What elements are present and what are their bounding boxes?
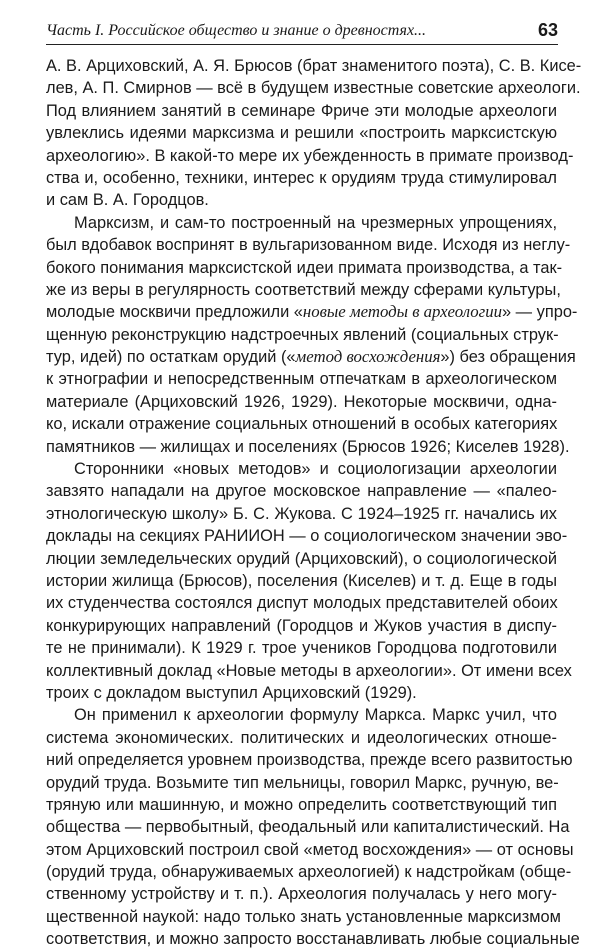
text-line: [46, 794, 557, 816]
text-segment: увлеклись идеями марксизма и решили «построить марксистскую: [46, 124, 557, 143]
text-segment: Под влиянием занятий в семинаре Фриче эти молодые археологи: [46, 101, 557, 120]
text-segment: Сторонники «новых методов» и социологизации археологии: [74, 460, 557, 479]
text-segment: тряную или машинную, и можно определить соответствующий тип: [46, 795, 557, 814]
text-line: [46, 436, 570, 458]
text-segment: соответствия, и можно запросто восстанавливать любые социальные: [46, 930, 580, 949]
text-segment: конкурирующих направлений (Городцов и Жуков участия в диспу-: [46, 616, 557, 635]
running-title: Часть I. Российское общество и знание о древностях...: [46, 22, 427, 39]
running-header: [46, 20, 558, 45]
paragraph: [46, 212, 578, 458]
text-line: [46, 391, 557, 413]
text-line: [46, 615, 557, 637]
text-segment: ко, искали отражение социальных отношений в особых категориях: [46, 415, 558, 434]
text-segment: орудий труда. Возьмите тип мельницы, говорил Маркс, ручную, ве-: [46, 773, 559, 792]
text-line: [46, 145, 574, 167]
text-line: [46, 458, 557, 480]
text-line: [46, 413, 557, 435]
text-line: [46, 928, 580, 950]
text-line: [46, 122, 557, 144]
text-segment: система экономических. политических и идеологических отноше-: [46, 728, 557, 747]
text-line: [46, 301, 578, 323]
text-segment: материале (Арциховский 1926, 1929). Некоторые москвичи, одна-: [46, 392, 557, 411]
text-line: [46, 503, 557, 525]
text-line: [46, 682, 557, 704]
text-segment: завзято нападали на другое московское направление — «палео-: [46, 482, 557, 501]
text-line: [46, 55, 582, 77]
text-segment: троих с докладом выступил Арциховский (1929).: [46, 683, 417, 702]
text-line: [46, 324, 557, 346]
text-segment: ») без обращения: [440, 348, 576, 367]
text-segment: Марксизм, и сам-то построенный на чрезмерных упрощениях,: [74, 213, 557, 232]
italic-term: новые методы в археологии: [302, 302, 503, 322]
text-segment: щественной наукой: надо только знать установленные марксизмом: [46, 907, 561, 926]
text-segment: археологию». В какой-то мере их убежденность в примате производ-: [46, 146, 574, 165]
text-line: [46, 77, 581, 99]
text-segment: щенную реконструкцию надстроечных явлений (социальных струк-: [46, 325, 559, 344]
text-segment: лев, А. П. Смирнов — всё в будущем известные советские археологи.: [46, 79, 581, 98]
text-segment: Он применил к археологии формулу Маркса. Маркс учил, что: [74, 706, 557, 725]
text-segment: ний определяется уровнем производства, прежде всего развитостью: [46, 751, 573, 770]
text-segment: ства и, особенно, техники, интерес к орудиям труда стимулировал: [46, 168, 557, 187]
text-line: [46, 861, 572, 883]
text-segment: истории жилища (Брюсов), поселения (Киселев) и т. д. Еще в годы: [46, 571, 557, 590]
text-line: [46, 727, 557, 749]
text-line: [46, 279, 561, 301]
italic-term: метод восхождения: [295, 347, 441, 367]
text-line: [46, 167, 557, 189]
text-segment: » — упро-: [502, 303, 578, 322]
text-line: [46, 816, 570, 838]
text-segment: и сам В. А. Городцов.: [46, 191, 209, 210]
text-line: [46, 548, 557, 570]
text-segment: (орудий труда, обнаруживаемых археологией) к надстройкам (обще-: [46, 863, 572, 882]
text-segment: общества — первобытный, феодальный или капиталистический. На: [46, 818, 570, 837]
text-line: [46, 570, 557, 592]
text-segment: бокого понимания марксистской идеи примата производства, а так-: [46, 258, 563, 277]
text-segment: памятников — жилищах и поселениях (Брюсов 1926; Киселев 1928).: [46, 437, 570, 456]
text-line: [46, 480, 557, 502]
text-segment: этнологическую школу» Б. С. Жукова. С 1924–1925 гг. начались их: [46, 504, 557, 523]
paragraph: [46, 704, 580, 950]
page-number: 63: [537, 20, 558, 40]
text-segment: ственному устройству и т. п.). Археология получалась у него могу-: [46, 885, 557, 904]
text-segment: этом Арциховский построил свой «метод восхождения» — от основы: [46, 840, 574, 859]
text-segment: коллективный доклад «Новые методы в археологии». От имени всех: [46, 661, 572, 680]
text-segment: же из веры в регулярность соответствий между сферами культуры,: [46, 280, 561, 299]
text-segment: был вдобавок воспринят в вульгаризованном виде. Исходя из неглу-: [46, 236, 571, 255]
text-line: [46, 772, 557, 794]
text-segment: люции земледельческих орудий (Арциховский), о социологической: [46, 549, 557, 568]
text-line: [46, 704, 557, 726]
text-line: [46, 660, 572, 682]
text-line: [46, 839, 574, 861]
text-line: [46, 368, 557, 390]
text-line: [46, 212, 557, 234]
text-line: [46, 637, 557, 659]
text-line: [46, 346, 576, 368]
text-line: [46, 749, 573, 771]
text-line: [46, 525, 568, 547]
paragraph: [46, 55, 582, 212]
text-line: [46, 257, 563, 279]
text-line: [46, 234, 571, 256]
text-segment: тур, идей) по остаткам орудий («: [46, 348, 296, 367]
paragraph: [46, 458, 572, 704]
text-line: [46, 100, 557, 122]
body-text: [46, 55, 582, 951]
text-segment: их студенчества состоялся диспут молодых представителей обоих: [46, 594, 558, 613]
text-segment: к этнографии и непосредственным отпечаткам в археологическом: [46, 370, 557, 389]
text-segment: молодые москвичи предложили «: [46, 303, 303, 322]
text-segment: доклады на секциях РАНИИОН — о социологическом значении эво-: [46, 527, 568, 546]
text-segment: А. В. Арциховский, А. Я. Брюсов (брат знаменитого поэта), С. В. Кисе-: [46, 57, 582, 75]
text-segment: те не принимали). К 1929 г. трое учеников Городцова подготовили: [46, 639, 557, 658]
text-line: [46, 189, 557, 211]
text-line: [46, 906, 561, 928]
text-line: [46, 592, 557, 614]
